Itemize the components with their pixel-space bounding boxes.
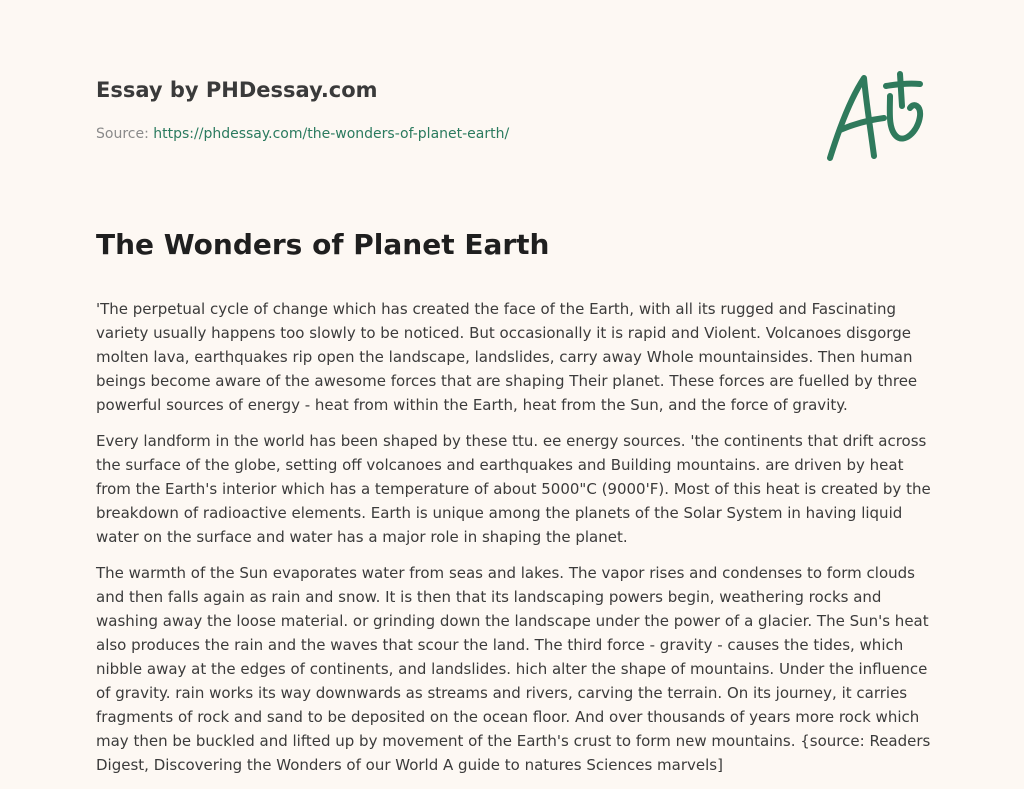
source-line <box>96 124 796 144</box>
paragraph: Every landform in the world has been shaped by these ttu. ee energy sources. 'the continents that drift across the surface of the globe, setting off volcanoes and earthquakes and Building mountains. are driven by heat from the Earth's interior which has a temperature of about 5000"C (9000'F). Most of this heat is created by the breakdown of radioactive elements. Earth is unique among the planets of the Solar System in having liquid water on the surface and water has a major role in shaping the planet. <box>96 432 931 546</box>
article <box>96 226 934 789</box>
a-plus-logo-icon <box>820 66 930 166</box>
header <box>96 76 796 144</box>
source-link[interactable]: https://phdessay.com/the-wonders-of-planet-earth/ <box>153 126 510 142</box>
site-title: Essay by PHDessay.com <box>96 78 378 102</box>
paragraph: The warmth of the Sun evaporates water from seas and lakes. The vapor rises and condenses to form clouds and then falls again as rain and snow. It is then that its landscaping powers begin, weathering rocks and washing away the loose material. or grinding down the landscape under the power of a glacier. The Sun's heat also produces the rain and the waves that scour the land. The third force - gravity - causes the tides, which nibble away at the edges of continents, and landslides. hich alter the shape of mountains. Under the influence of gravity. rain works its way downwards as streams and rivers, carving the terrain. On its journey, it carries fragments of rock and sand to be deposited on the ocean floor. And over thousands of years more rock which may then be buckled and lifted up by movement of the Earth's crust to form new mountains. {source: Readers Digest, Discovering the Wonders of our World A guide to natures Sciences marvels] <box>96 564 931 774</box>
paragraph: 'The perpetual cycle of change which has created the face of the Earth, with all its rugged and Fascinating variety usually happens too slowly to be noticed. But occasionally it is rapid and Violent. Volcanoes disgorge molten lava, earthquakes rip open the landscape, landslides, carry away Whole mountainsides. Then human beings become aware of the awesome forces that are shaping Their planet. These forces are fuelled by three powerful sources of energy - heat from within the Earth, heat from the Sun, and the force of gravity. <box>96 300 918 414</box>
essay-title: The Wonders of Planet Earth <box>96 228 550 261</box>
source-label: Source: <box>96 126 154 142</box>
